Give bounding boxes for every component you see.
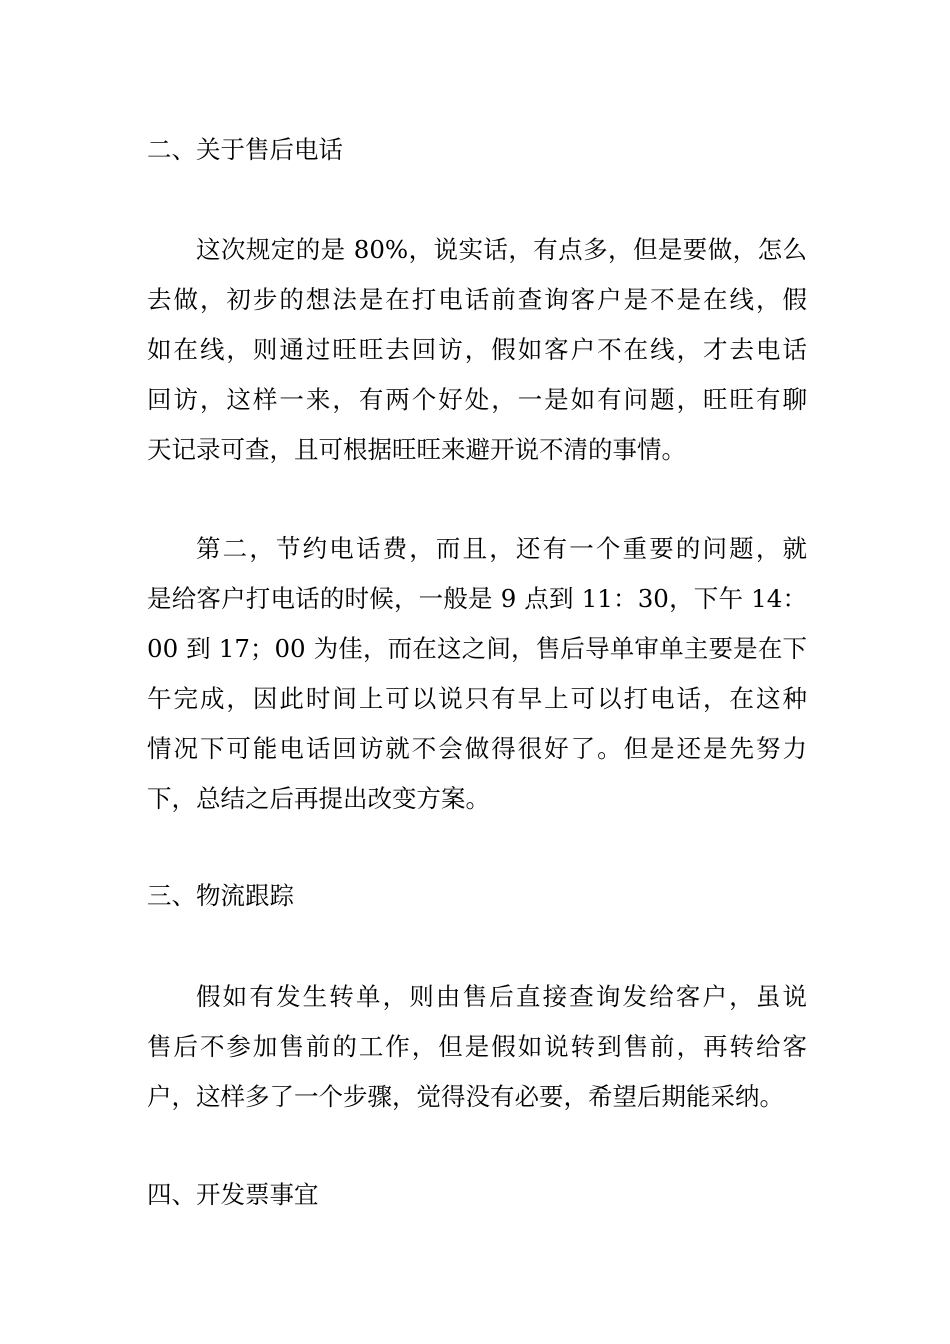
paragraph-line: 户，这样多了一个步骤，觉得没有必要，希望后期能采纳。 bbox=[147, 1082, 784, 1111]
paragraph-logistics bbox=[147, 972, 807, 1122]
heading-text: 二、关于售后电话 bbox=[147, 135, 343, 164]
paragraph-line: 去做，初步的想法是在打电话前查询客户是不是在线，假 bbox=[147, 285, 807, 314]
paragraph-line: 午完成，因此时间上可以说只有早上可以打电话，在这种 bbox=[147, 684, 807, 713]
paragraph-line: 下，总结之后再提出改变方案。 bbox=[147, 784, 490, 813]
paragraph-phone-policy bbox=[147, 225, 807, 475]
paragraph-line: 这次规定的是 80%，说实话，有点多，但是要做，怎么 bbox=[196, 235, 807, 264]
paragraph-line: 回访，这样一来，有两个好处，一是如有问题，旺旺有聊 bbox=[147, 385, 807, 414]
heading-text: 四、开发票事宜 bbox=[147, 1180, 319, 1209]
paragraph-phone-timing bbox=[147, 524, 807, 824]
paragraph-line: 情况下可能电话回访就不会做得很好了。但是还是先努力 bbox=[147, 734, 807, 763]
section-heading-invoice bbox=[147, 1170, 807, 1220]
section-heading-after-sales-phone bbox=[147, 125, 807, 175]
paragraph-line: 假如有发生转单，则由售后直接查询发给客户，虽说 bbox=[196, 982, 807, 1011]
heading-text: 三、物流跟踪 bbox=[147, 881, 294, 910]
paragraph-line: 00 到 17；00 为佳，而在这之间，售后导单审单主要是在下 bbox=[147, 634, 807, 663]
section-heading-logistics bbox=[147, 871, 807, 921]
paragraph-line: 天记录可查，且可根据旺旺来避开说不清的事情。 bbox=[147, 435, 686, 464]
paragraph-line: 第二，节约电话费，而且，还有一个重要的问题，就 bbox=[196, 534, 807, 563]
paragraph-line: 是给客户打电话的时候，一般是 9 点到 11：30，下午 14： bbox=[147, 584, 807, 613]
paragraph-line: 售后不参加售前的工作，但是假如说转到售前，再转给客 bbox=[147, 1032, 807, 1061]
paragraph-line: 如在线，则通过旺旺去回访，假如客户不在线，才去电话 bbox=[147, 335, 807, 364]
